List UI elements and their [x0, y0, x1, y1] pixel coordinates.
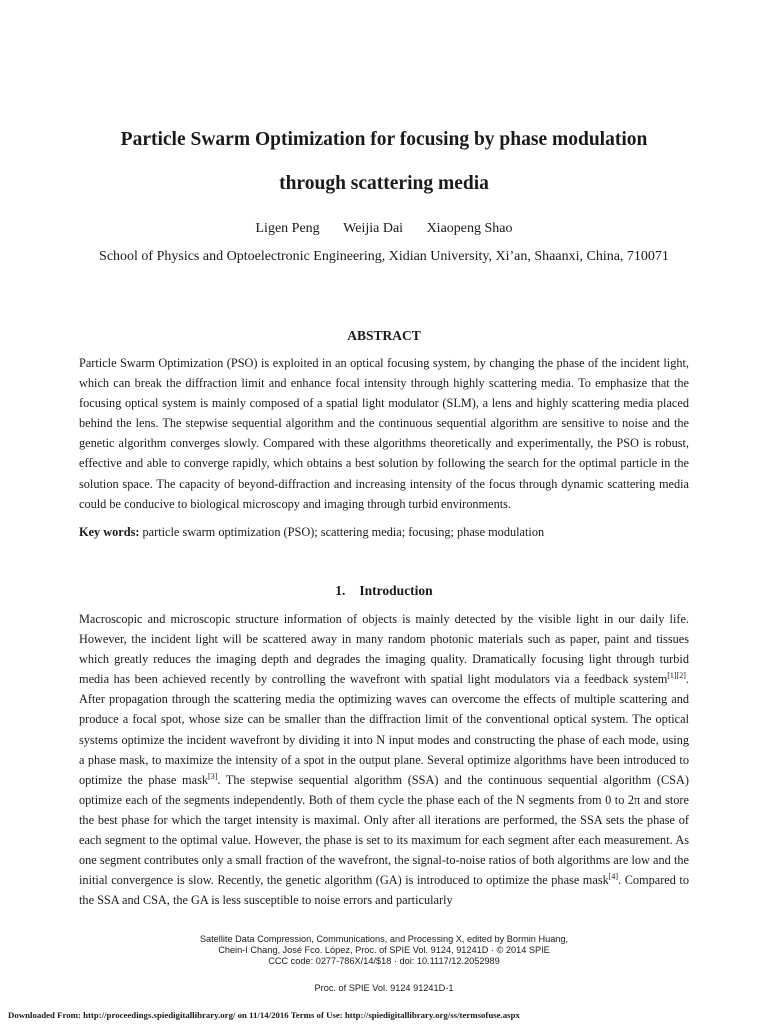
author-name: Xiaopeng Shao	[426, 221, 513, 236]
author-list	[0, 221, 768, 237]
intro-text-part: . After propagation through the scattering media the optimizing waves can overcome the effects of multiple scattering and produce a focal spot, whose size can be smaller than the diffraction limit of the conventional optical system. The optical systems optimize the incident wavefront by dividing it into N input modes and constructing the phase of each mode, using a phase mask, to maximize the intensity of a spot in the output plane. Several optimize algorithms have been introduced to optimize the phase mask	[79, 672, 689, 787]
intro-text-part: Macroscopic and microscopic structure information of objects is mainly detected by the visible light in our daily life. However, the incident light will be scattered away in many random photonic materials such as paper, paint and tissues which greatly reduces the imaging depth and degrades the imaging quality. Dramatically focusing light through turbid media has been achieved recently by controlling the wavefront with spatial light modulators via a feedback system	[79, 612, 689, 687]
credit-line: Chein-I Chang, José Fco. López, Proc. of SPIE Vol. 9124, 91241D · © 2014 SPIE	[218, 945, 550, 955]
intro-text-part: . The stepwise sequential algorithm (SSA) and the continuous sequential algorithm (CSA) optimize each of the segments independently. Both of them cycle the phase each of the N segments from 0 to 2π and store the best phase for which the target intensity is maximal. Only after all iterations are performed, the SSA sets the phase of each segment to the optimal value. However, the phase is set to its maximum for each segment after each measurement. As one segment contributes only a small fraction of the wavefront, the signal-to-noise ratios of both algorithms are low and the initial convergence is slow. Recently, the genetic algorithm (GA) is introduced to optimize the phase mask	[79, 772, 689, 888]
intro-text-part: . Compared to the SSA and CSA, the GA is less susceptible to noise errors and particularly	[79, 873, 689, 908]
citation-reference[interactable]: [3]	[208, 771, 218, 781]
citation-reference[interactable]: [4]	[608, 872, 619, 882]
title-line-1: Particle Swarm Optimization for focusing by phase modulation	[120, 129, 648, 150]
download-notice: Downloaded From: http://proceedings.spiedigitallibrary.org/ on 11/14/2016 Terms of Use: http://spiedigitallibrary.org/ss/termsofuse.aspx	[8, 1010, 520, 1020]
abstract-text: Particle Swarm Optimization (PSO) is exploited in an optical focusing system, by changing the phase of the incident light, which can break the diffraction limit and enhance focal intensity through highly scattering media. To emphasize that the focusing optical system is mainly composed of a spatial light modulator (SLM), a lens and highly scattering media placed behind the lens. The stepwise sequential algorithm and the continuous sequential algorithm are sensitive to noise and the genetic algorithm converges slowly. Compared with these algorithms theoretically and experimentally, the PSO is robust, effective and able to converge rapidly, which obtains a best solution by following the search for the optimal particle in the solution space. The capacity of beyond-diffraction and increasing intensity of the focus through dynamic scattering media could be conducive to biological microscopy and imaging through turbid environments.	[79, 356, 689, 511]
keywords-text: particle swarm optimization (PSO); scattering media; focusing; phase modulation	[139, 525, 545, 539]
introduction-text	[79, 609, 689, 910]
section-number: 1.	[335, 583, 346, 598]
keywords-line	[79, 522, 689, 542]
page-number-label: Proc. of SPIE Vol. 9124 91241D-1	[314, 983, 454, 993]
keywords-label: Key words:	[79, 525, 140, 539]
citation-reference[interactable]: [1][2]	[667, 671, 686, 681]
author-affiliation: School of Physics and Optoelectronic Engineering, Xidian University, Xi’an, Shaanxi, China, 710071	[99, 249, 669, 264]
author-name: Weijia Dai	[343, 221, 404, 236]
credit-line: CCC code: 0277-786X/14/$18 · doi: 10.1117/12.2052989	[268, 956, 500, 966]
section-title: Introduction	[359, 583, 433, 598]
credit-line: Satellite Data Compression, Communications, and Processing X, edited by Bormin Huang,	[199, 934, 569, 944]
title-line-2: through scattering media	[279, 173, 489, 194]
abstract-heading: ABSTRACT	[347, 328, 421, 343]
author-name: Ligen Peng	[255, 221, 320, 236]
paper-title	[60, 118, 708, 206]
section-heading-introduction	[0, 583, 768, 599]
proceedings-credit	[0, 934, 768, 967]
